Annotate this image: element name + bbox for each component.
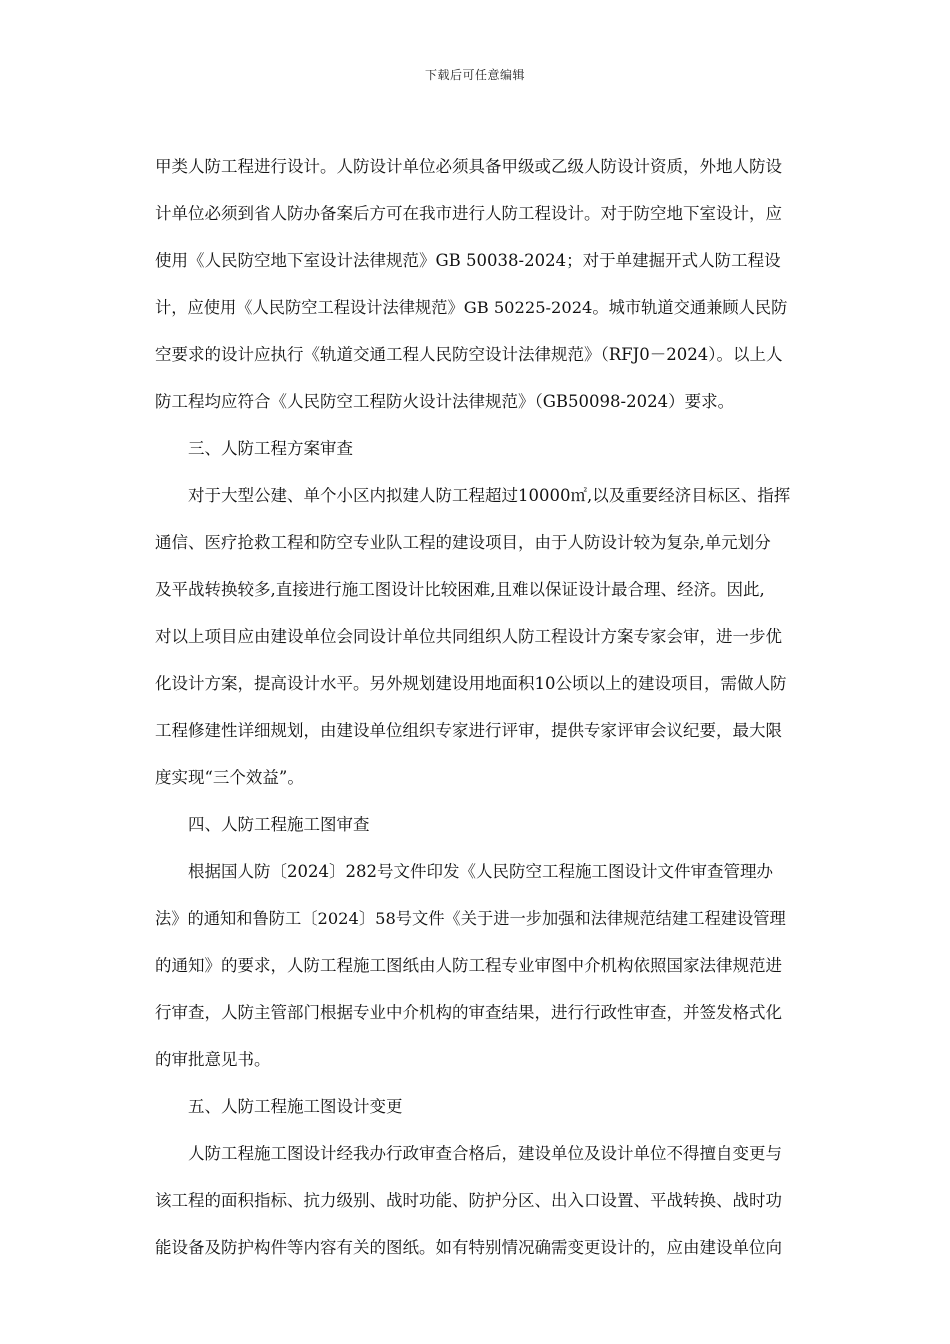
text-line: 行审查，人防主管部门根据专业中介机构的审查结果，进行行政性审查，并签发格式化 (155, 1003, 782, 1022)
text-line: 该工程的面积指标、抗力级别、战时功能、防护分区、出入口设置、平战转换、战时功 (155, 1191, 782, 1210)
text-line: 能设备及防护构件等内容有关的图纸。如有特别情况确需变更设计的，应由建设单位向 (155, 1238, 782, 1257)
text-line: 使用《人民防空地下室设计法律规范》GB 50038-2024；对于单建掘开式人防工程设 (155, 251, 781, 270)
text-line: 三、人防工程方案审查 (188, 439, 353, 458)
text-line: 的通知》的要求，人防工程施工图纸由人防工程专业审图中介机构依照国家法律规范进 (155, 956, 782, 975)
text-line: 及平战转换较多,直接进行施工图设计比较困难,且难以保证设计最合理、经济。因此, (155, 580, 765, 599)
text-line: 四、人防工程施工图审查 (188, 815, 370, 834)
text-line: 化设计方案，提高设计水平。另外规划建设用地面积10公顷以上的建设项目，需做人防 (155, 674, 787, 693)
page-header: 下载后可任意编辑 (424, 68, 525, 82)
text-line: 计，应使用《人民防空工程设计法律规范》GB 50225-2024。城市轨道交通兼顾人民防 (155, 298, 788, 317)
text-line: 根据国人防〔2024〕282号文件印发《人民防空工程施工图设计文件审查管理办 (188, 862, 773, 881)
text-line: 的审批意见书。 (155, 1050, 271, 1069)
text-line: 工程修建性详细规划，由建设单位组织专家进行评审，提供专家评审会议纪要，最大限 (155, 721, 782, 740)
text-line: 对于大型公建、单个小区内拟建人防工程超过10000㎡,以及重要经济目标区、指挥 (188, 486, 791, 505)
text-line: 计单位必须到省人防办备案后方可在我市进行人防工程设计。对于防空地下室设计，应 (155, 204, 782, 223)
text-line: 空要求的设计应执行《轨道交通工程人民防空设计法律规范》（RFJ0－2024）。以上人 (155, 345, 783, 364)
text-line: 通信、医疗抢救工程和防空专业队工程的建设项目，由于人防设计较为复杂,单元划分 (155, 533, 771, 552)
text-line: 防工程均应符合《人民防空工程防火设计法律规范》（GB50098-2024）要求。 (155, 392, 735, 411)
document-body (155, 143, 795, 1271)
text-line: 度实现“三个效益”。 (155, 768, 304, 787)
text-line: 人防工程施工图设计经我办行政审查合格后，建设单位及设计单位不得擅自变更与 (188, 1144, 782, 1163)
text-line: 甲类人防工程进行设计。人防设计单位必须具备甲级或乙级人防设计资质，外地人防设 (155, 157, 782, 176)
text-line: 法》的通知和鲁防工〔2024〕58号文件《关于进一步加强和法律规范结建工程建设管理 (155, 909, 786, 928)
text-line: 五、人防工程施工图设计变更 (188, 1097, 403, 1116)
text-line: 对以上项目应由建设单位会同设计单位共同组织人防工程设计方案专家会审，进一步优 (155, 627, 782, 646)
